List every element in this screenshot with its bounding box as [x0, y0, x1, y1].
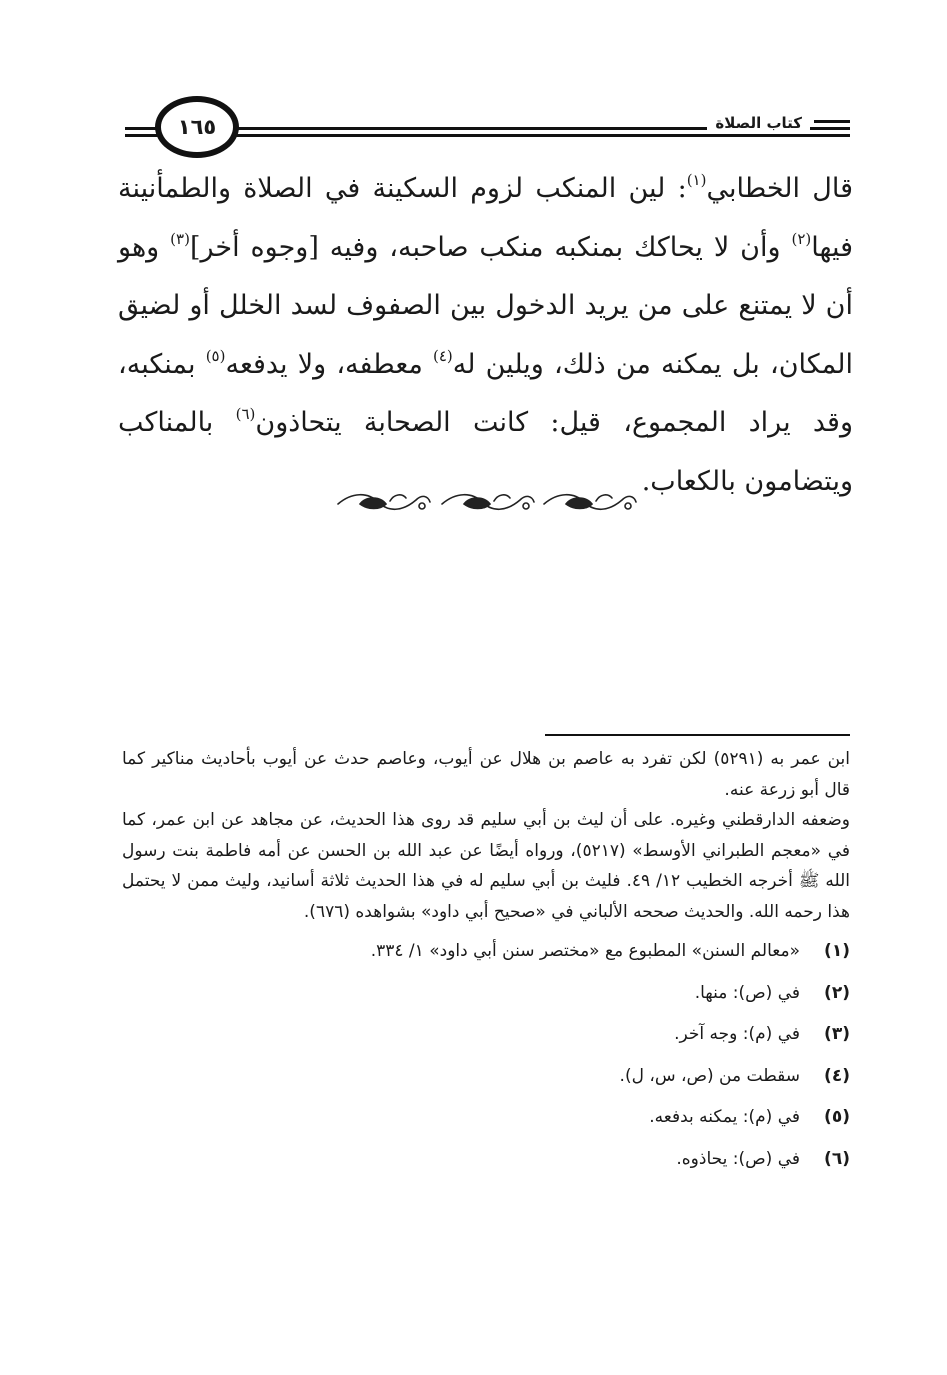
main-paragraph	[118, 160, 853, 511]
text-segment: قال الخطابي	[706, 173, 853, 204]
ornament-motif-icon	[442, 495, 534, 510]
text-segment: : لين المنكب لزوم السكينة في الصلاة والطمأنينة فيها	[118, 173, 854, 263]
footnote-separator	[545, 734, 850, 736]
footnote-ref-1: (١)	[686, 171, 707, 189]
footnote-item	[122, 1139, 850, 1181]
main-text	[118, 160, 853, 511]
ornament-divider	[330, 484, 640, 518]
footnote-item	[122, 1097, 850, 1139]
footnote-continuation: وضعفه الدارقطني وغيره. على أن ليث بن أبي سليم قد روى هذا الحديث، عن مجاهد عن ابن عمر، كما في «معجم الطبراني الأوسط» (٥٢١٧)، ورواه أيضًا عن عبد الله بن الحسن عن أمه فاطمة بنت رسول الله ﷺ أخرجه الخطيب ١٢/ ٤٩. فليث بن أبي سليم له في هذا الحديث ثلاثة أسانيد، وليث ممن لا يحتمل هذا رحمه الله. والحديث صححه الألباني في «صحيح أبي داود» بشواهده (٦٧٦).	[122, 810, 850, 922]
footnote-number: (٦)	[824, 1148, 850, 1169]
header-tick-bottom	[814, 127, 850, 130]
footnote-number: (٣)	[824, 1024, 850, 1044]
footnote-number: (٤)	[824, 1065, 850, 1086]
ornament-motif-icon	[338, 495, 430, 510]
page-header	[125, 86, 850, 166]
footnote-text: في (م): وجه آخر.	[674, 1024, 800, 1044]
text-segment: بالمناكب ويتضامون بالكعاب.	[118, 407, 853, 497]
footnote-ref-4: (٤)	[432, 346, 453, 365]
page-number: ١٦٥	[155, 96, 239, 158]
footnote-text: «معالم السنن» المطبوع مع «مختصر سنن أبي داود» ١/ ٣٣٤.	[370, 941, 800, 961]
header-tick-top	[814, 120, 850, 123]
running-title: كتاب الصلاة	[707, 112, 810, 134]
footnote-ref-6: (٦)	[235, 405, 256, 423]
text-segment: وأن لا يحاكك بمنكبه منكب صاحبه، وفيه [وجوه أخر]	[189, 231, 792, 263]
footnotes	[122, 744, 850, 1180]
footnote-text: في (ص): يحاذوه.	[676, 1148, 800, 1169]
footnote-item	[122, 1056, 850, 1098]
ornament-motif-icon	[544, 495, 636, 510]
text-segment: بمنكبه، وقد يراد المجموع، قيل: كانت الصحابة يتحاذون	[118, 348, 853, 438]
footnote-list	[122, 931, 850, 1180]
footnote-number: (١)	[824, 941, 850, 961]
footnote-text: في (م): يمكنه بدفعه.	[649, 1107, 800, 1127]
footnote-number: (٥)	[824, 1107, 850, 1127]
text-segment: معطفه، ولا يدفعه	[225, 348, 433, 380]
text-segment: وهو أن لا يمتنع على من يريد الدخول بين الصفوف لسد الخلل أو لضيق المكان، بل يمكنه من ذلك، ويلين له	[118, 231, 854, 380]
footnote-ref-3: (٣)	[170, 229, 190, 248]
footnote-ref-2: (٢)	[791, 229, 812, 248]
footnote-continuation: ابن عمر به (٥٢٩١) لكن تفرد به عاصم بن هلال عن أيوب، وعاصم حدث عن أيوب بأحاديث مناكير كما قال أبو زرعة عنه.	[122, 749, 850, 800]
footnote-item	[122, 1014, 850, 1056]
footnote-text: سقطت من (ص، س، ل).	[619, 1065, 800, 1086]
footnote-number: (٢)	[824, 982, 850, 1003]
footnote-ref-5: (٥)	[205, 346, 226, 365]
footnote-item	[122, 931, 850, 973]
footnote-text: في (ص): منها.	[694, 982, 800, 1003]
footnote-item	[122, 973, 850, 1015]
